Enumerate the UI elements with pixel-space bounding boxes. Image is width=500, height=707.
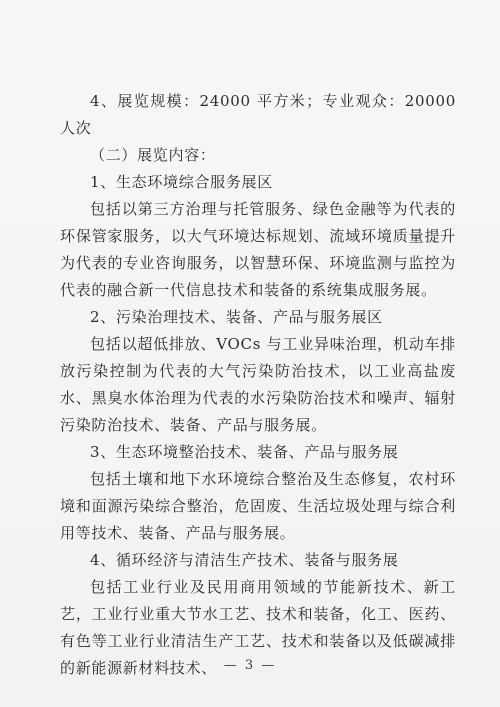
- paragraph-environmental-remediation: 包括土壤和地下水环境综合整治及生态修复，农村环境和面源污染综合整治，危固废、生活垃圾处理与综合利用等技术、装备、产品与服务展。: [60, 470, 456, 542]
- paragraph-pollution-control: 包括以超低排放、VOCs 与工业异味治理，机动车排放污染控制为代表的大气污染防治技术，以工业高盐废水、黑臭水体治理为代表的水污染防治技术和噪声、辐射污染防治技术、装备、产品与服务展。: [60, 335, 456, 434]
- exhibition-scale-line: 4、展览规模：24000 平方米；专业观众：20000 人次: [60, 92, 456, 137]
- document-body: [60, 88, 456, 682]
- paragraph-ecological-services: 包括以第三方治理与托管服务、绿色金融等为代表的环保管家服务，以大气环境达标规划、流域环境质量提升为代表的专业咨询服务，以智慧环保、环境监测与监控为代表的融合新一代信息技术和装备的系统集成服务展。: [60, 200, 456, 299]
- subheading-environmental-remediation: 3、生态环境整治技术、装备、产品与服务展: [90, 443, 399, 461]
- subheading-ecological-services: 1、生态环境综合服务展区: [90, 173, 273, 191]
- subheading-circular-economy: 4、循环经济与清洁生产技术、装备与服务展: [90, 551, 399, 569]
- page-number: — 3 —: [223, 658, 277, 673]
- subheading-pollution-control: 2、污染治理技术、装备、产品与服务展区: [90, 308, 383, 326]
- section-heading-exhibition-content: （二）展览内容：: [90, 146, 216, 164]
- paragraph-circular-economy: 包括工业行业及民用商用领域的节能新技术、新工艺，工业行业重大节水工艺、技术和装备，化工、医药、有色等工业行业清洁生产工艺、技术和装备以及低碳减排的新能源新材料技术、: [60, 578, 456, 677]
